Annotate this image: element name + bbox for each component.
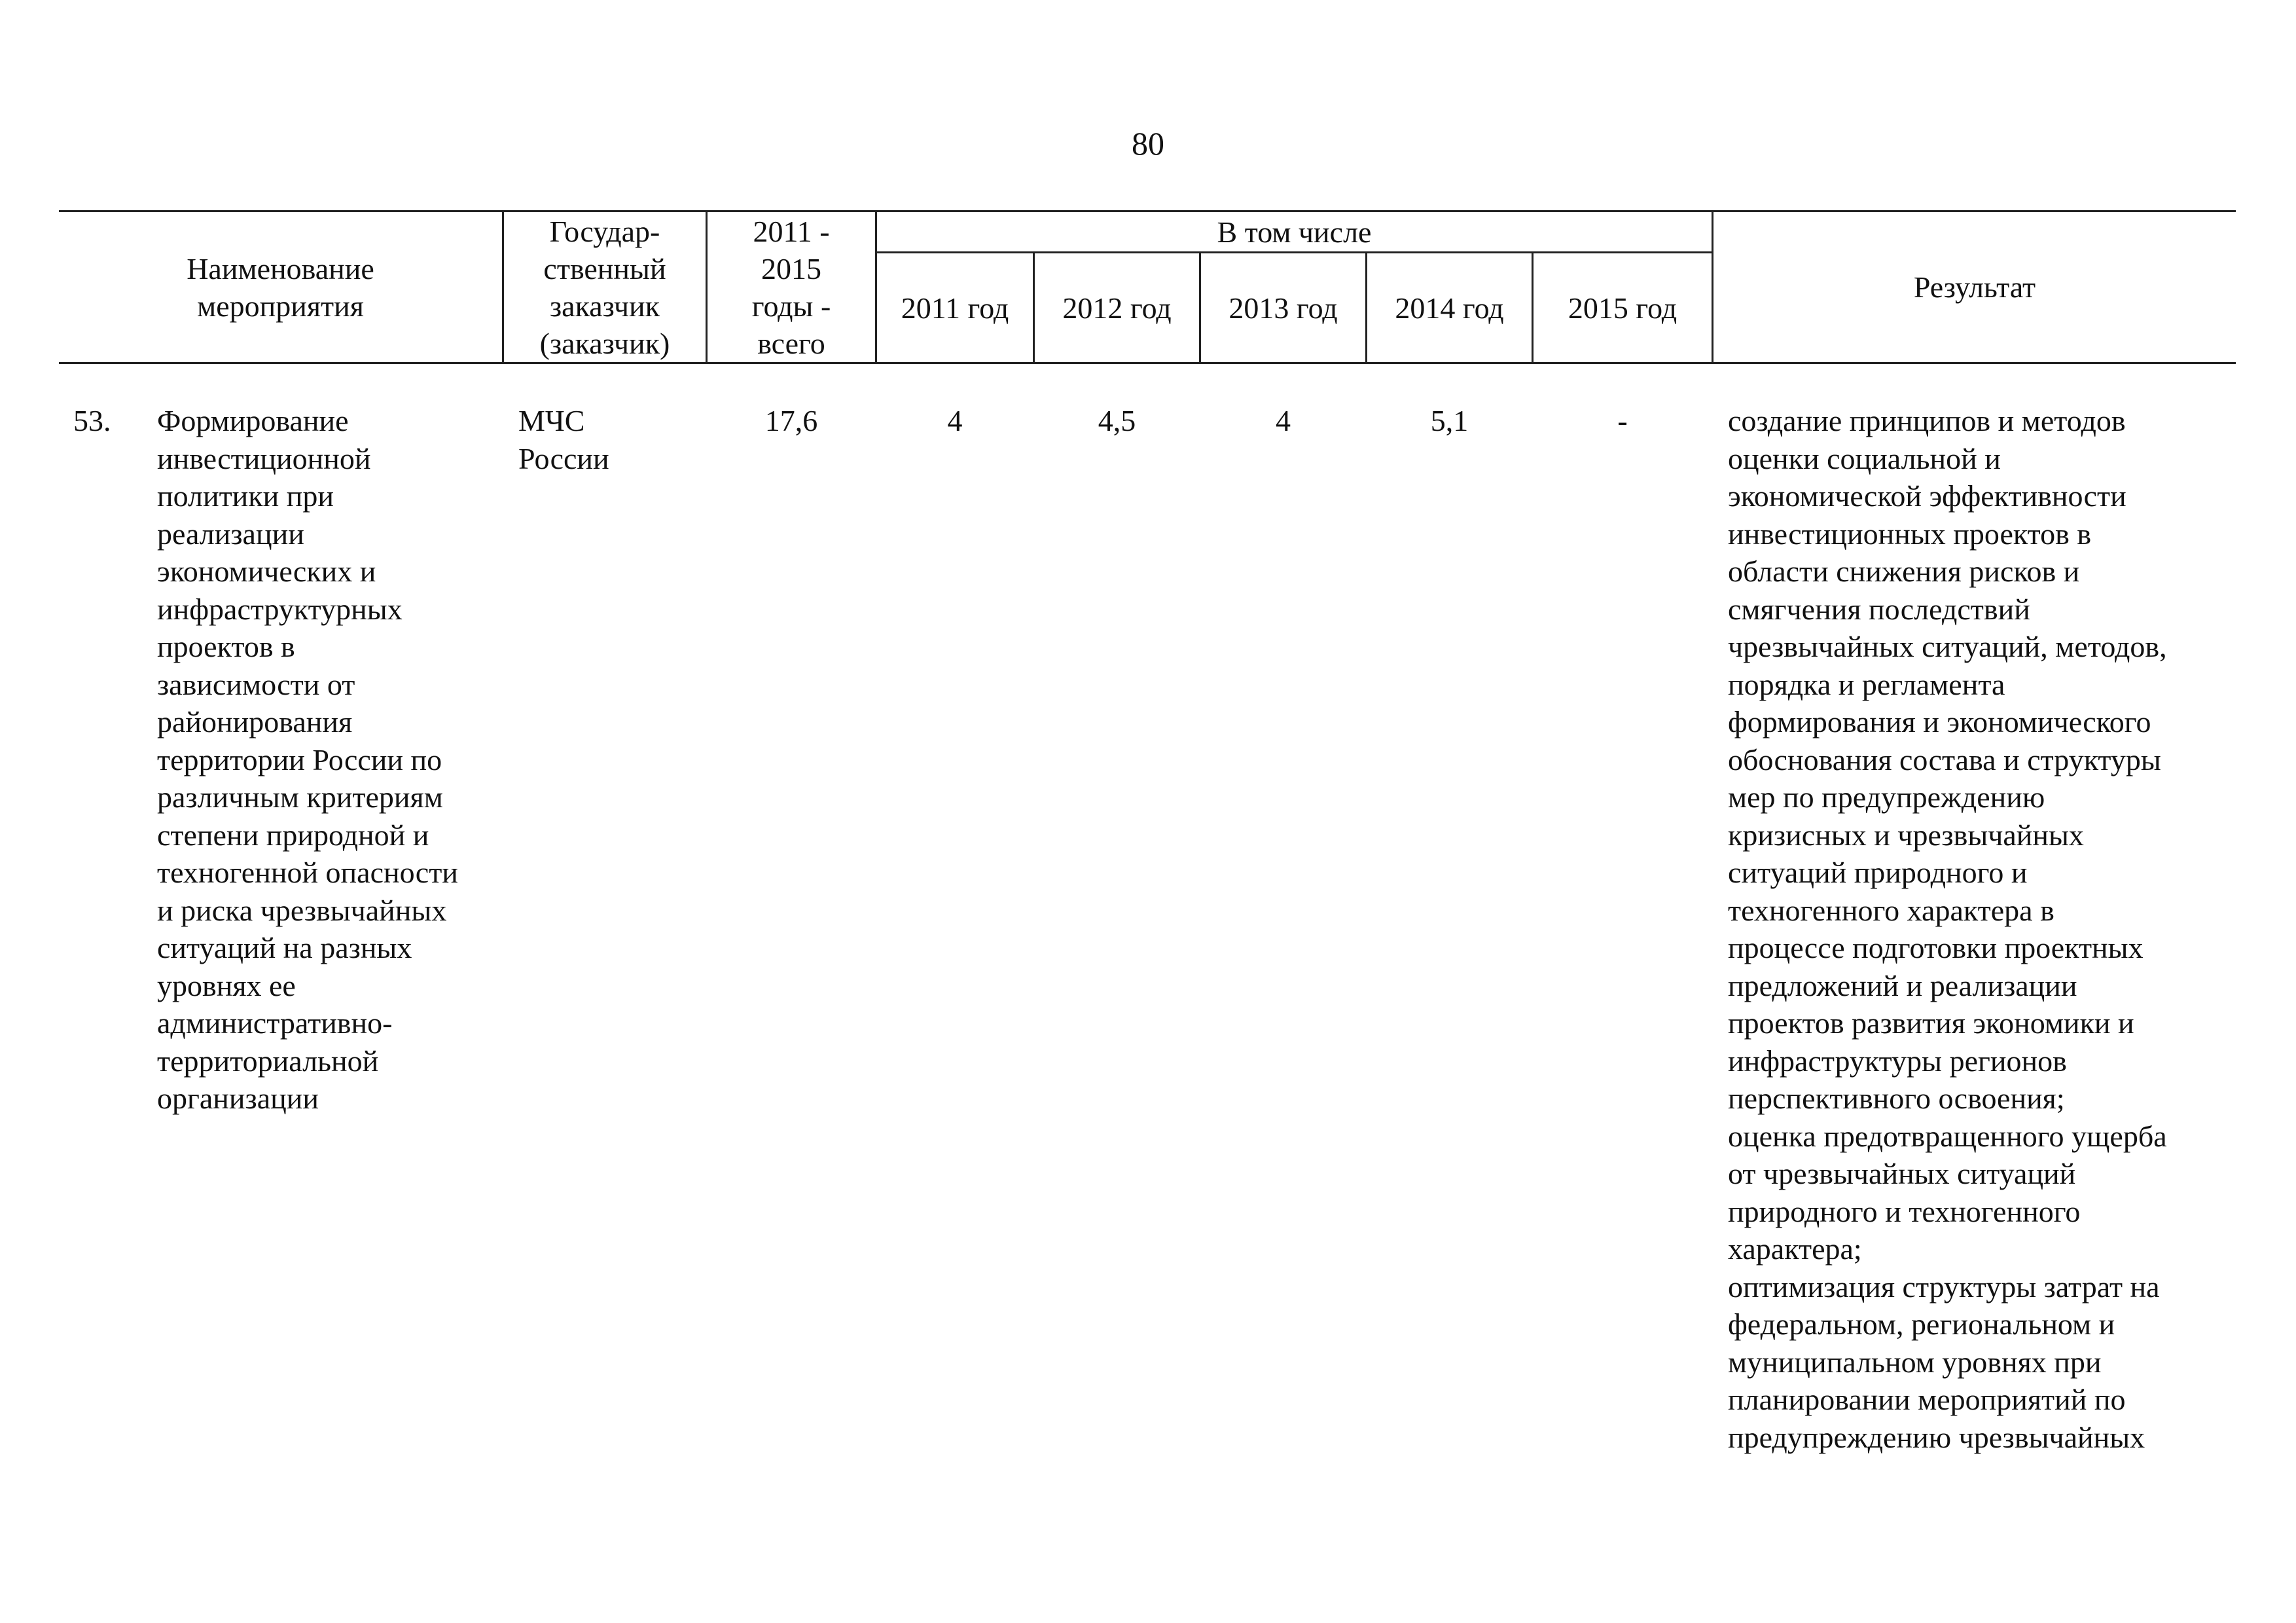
header-total: 2011 - 2015 годы - всего: [751, 214, 831, 360]
header-result: Результат: [1913, 270, 2036, 304]
row-result: создание принципов и методов оценки социальной и экономической эффективности инвестиционных проектов в области снижения рисков и смягчения последствий чрезвычайных ситуаций, методов, порядка и регламента формирования и экономического обоснования состава и структуры мер по предупреждению кризисных и чрезвычайных ситуаций природного и техногенного характера в процессе подготовки проектных предложений и реализации проектов развития экономики и инфраструктуры регионов перспективного освоения; оценка предотвращенного ущерба от чрезвычайных ситуаций природного и техногенного характера; оптимизация структуры затрат на федеральном, региональном и муниципальном уровнях при планировании мероприятий по предупреждению чрезвычайных: [1728, 404, 2167, 1454]
header-year-2014: 2014 год: [1395, 291, 1504, 325]
row-value-2013: 4: [1276, 404, 1291, 437]
header-year-2015: 2015 год: [1568, 291, 1677, 325]
row-value-2012: 4,5: [1098, 404, 1136, 437]
page-number: 80: [1132, 125, 1164, 162]
header-name: Наименование мероприятия: [187, 251, 374, 323]
row-number: 53.: [73, 404, 111, 437]
row-value-2015: -: [1617, 404, 1628, 437]
row-value-2014: 5,1: [1430, 404, 1469, 437]
row-customer: МЧС России: [518, 404, 609, 475]
header-year-2011: 2011 год: [901, 291, 1009, 325]
header-customer: Государ- ственный заказчик (заказчик): [539, 214, 670, 360]
header-including: В том числе: [1217, 215, 1372, 249]
header-year-2013: 2013 год: [1229, 291, 1338, 325]
row-value-2011: 4: [947, 404, 963, 437]
header-bottom-rule: [59, 362, 2236, 364]
header-year-2012: 2012 год: [1062, 291, 1172, 325]
row-name: Формирование инвестиционной политики при реализации экономических и инфраструктурных проектов в зависимости от районирования территории России по различным критериям степени природной и техногенной опасности и риска чрезвычайных ситуаций на разных уровнях ее административно- территориальной организации: [157, 404, 458, 1115]
row-total: 17,6: [764, 404, 818, 437]
